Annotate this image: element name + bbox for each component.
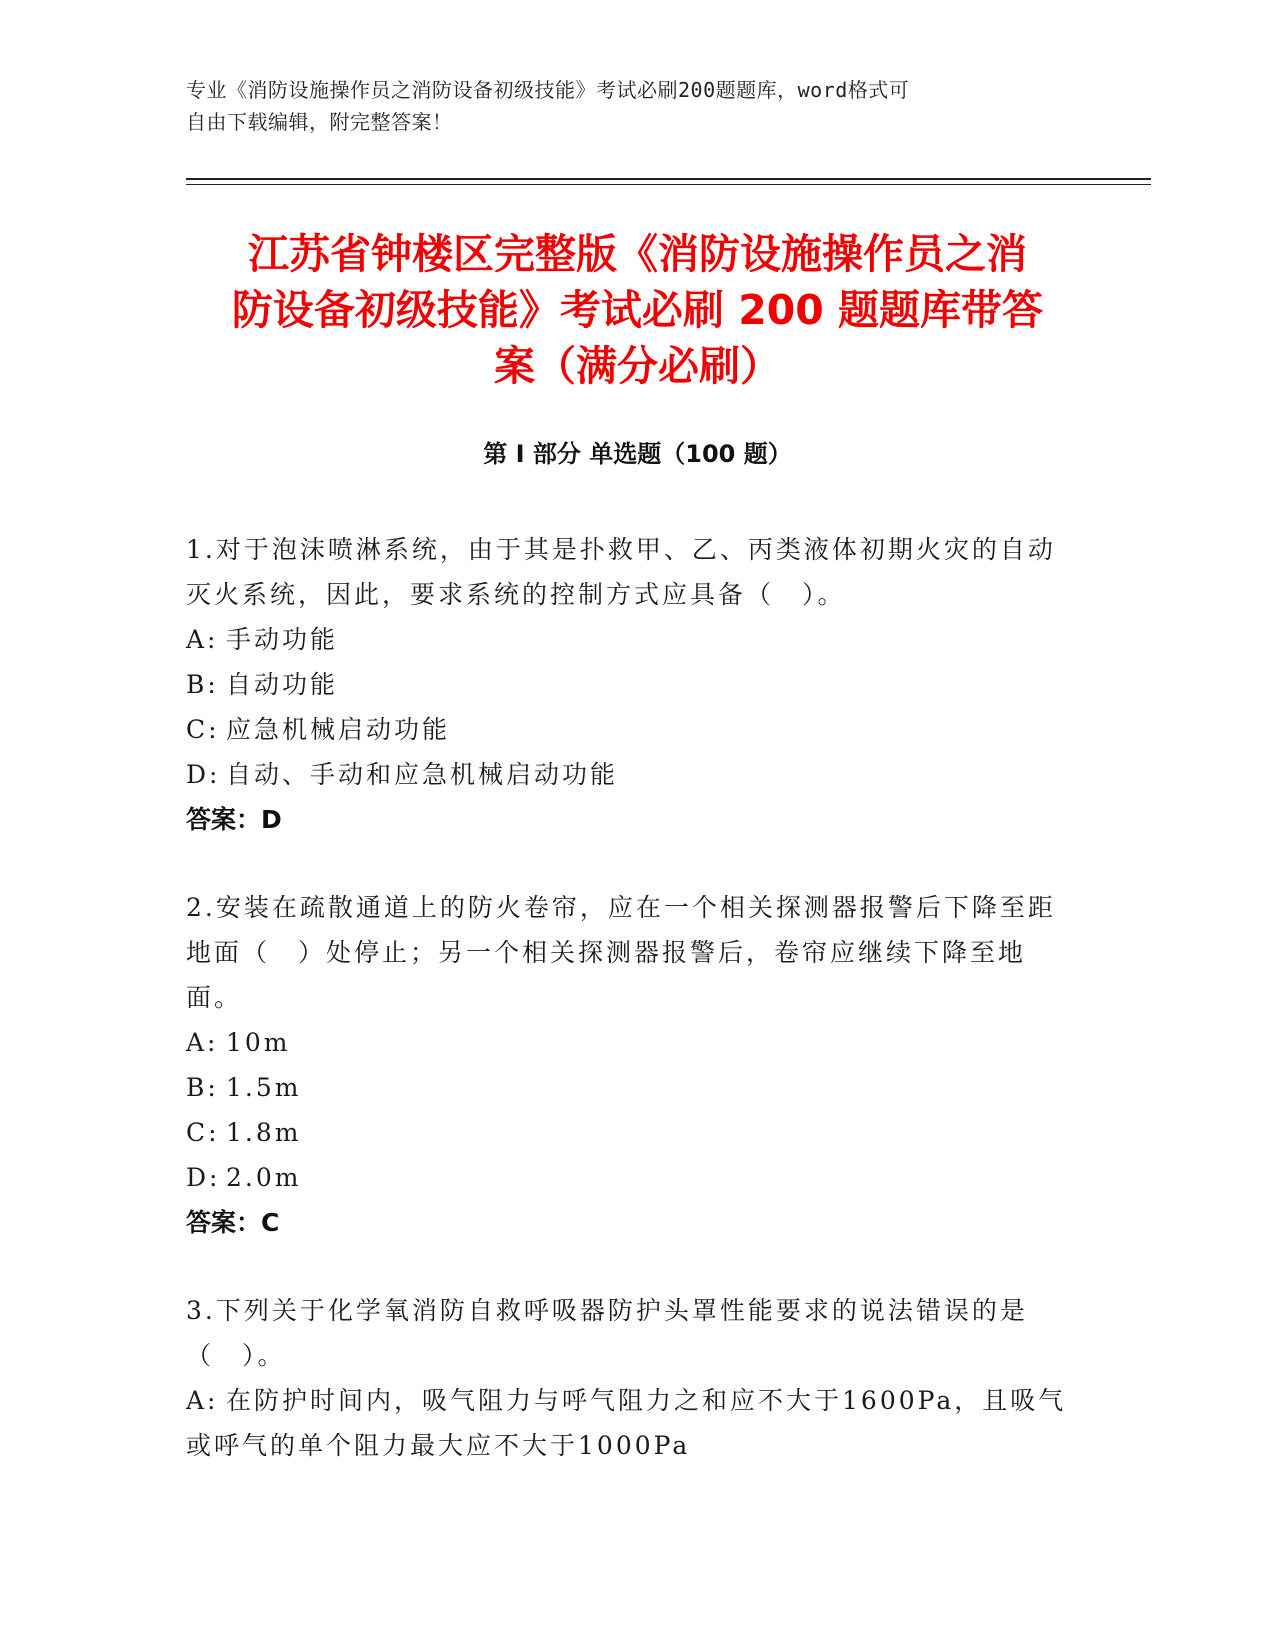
option-letter: D: [186, 1163, 221, 1192]
question-list [186, 527, 1076, 1511]
option-text: 2.0m [226, 1163, 302, 1192]
option-text: 自动、手动和应急机械启动功能 [226, 760, 619, 789]
document-title-line1: 江苏省钟楼区完整版《消防设施操作员之消 [248, 230, 1027, 278]
document-title [160, 226, 1115, 394]
question-3 [186, 1288, 1076, 1468]
option-b [186, 662, 1076, 707]
header-divider-thick [186, 178, 1151, 180]
option-letter: C: [186, 715, 220, 744]
header-note-line2: 自由下载编辑，附完整答案！ [186, 110, 453, 134]
option-b [186, 1065, 1076, 1110]
option-text: 1.5m [226, 1073, 302, 1102]
option-text: 自动功能 [226, 670, 339, 699]
header-divider-thin [186, 184, 1151, 185]
option-c [186, 1110, 1076, 1155]
answer-label: 答案：D [186, 805, 282, 834]
option-letter: A: [186, 1386, 219, 1415]
document-title-line3: 案（满分必刷） [494, 342, 781, 390]
option-text: 10m [226, 1028, 291, 1057]
section-heading: 第 I 部分 单选题（100 题） [483, 440, 792, 468]
option-a [186, 617, 1076, 662]
question-1 [186, 527, 1076, 842]
header-note [186, 74, 1066, 138]
answer-label: 答案：C [186, 1208, 280, 1237]
option-letter: C: [186, 1118, 220, 1147]
question-text: 1.对于泡沫喷淋系统，由于其是扑救甲、乙、丙类液体初期火灾的自动灭火系统，因此，要求系统的控制方式应具备（ ）。 [186, 535, 1056, 609]
option-a [186, 1020, 1076, 1065]
document-title-line2: 防设备初级技能》考试必刷 200 题题库带答 [231, 286, 1044, 334]
option-d [186, 1155, 1076, 1200]
option-letter: B: [186, 670, 219, 699]
question-text: 2.安装在疏散通道上的防火卷帘，应在一个相关探测器报警后下降至距地面（ ）处停止；另一个相关探测器报警后，卷帘应继续下降至地面。 [186, 893, 1056, 1012]
question-text: 3.下列关于化学氧消防自救呼吸器防护头罩性能要求的说法错误的是（ ）。 [186, 1296, 1028, 1370]
option-letter: D: [186, 760, 221, 789]
option-letter: A: [186, 625, 219, 654]
option-text: 在防护时间内，吸气阻力与呼气阻力之和应不大于1600Pa，且吸气或呼气的单个阻力最大应不大于1000Pa [186, 1386, 1067, 1460]
option-letter: B: [186, 1073, 219, 1102]
option-text: 1.8m [226, 1118, 302, 1147]
option-d [186, 752, 1076, 797]
question-2 [186, 885, 1076, 1245]
header-note-line1: 专业《消防设施操作员之消防设备初级技能》考试必刷200题题库，word格式可 [186, 78, 910, 102]
option-text: 手动功能 [226, 625, 339, 654]
option-c [186, 707, 1076, 752]
option-a [186, 1378, 1076, 1468]
option-text: 应急机械启动功能 [226, 715, 451, 744]
option-letter: A: [186, 1028, 219, 1057]
